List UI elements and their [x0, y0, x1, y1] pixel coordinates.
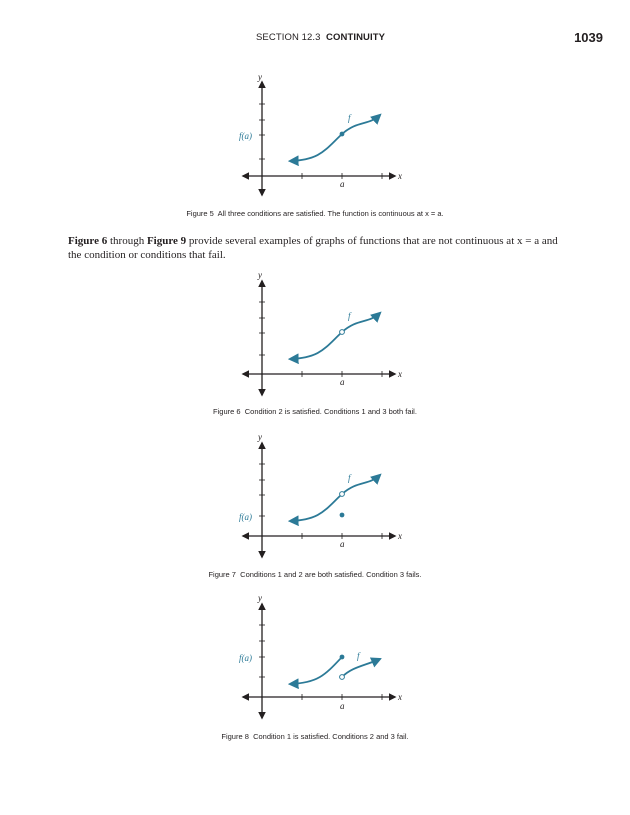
fa-label: f(a): [239, 512, 252, 522]
figure-6-caption: Figure 6 Condition 2 is satisfied. Conditions 1 and 3 both fail.: [213, 407, 417, 416]
fa-label: f(a): [239, 653, 252, 663]
section-heading: SECTION 12.3 CONTINUITY: [256, 32, 386, 43]
fa-label: f(a): [239, 131, 252, 141]
f-label: f: [348, 473, 351, 483]
f-label: f: [348, 113, 351, 123]
hole-point: [340, 330, 345, 335]
figure-6-graph: [0, 268, 630, 398]
function-curve-right: [342, 659, 380, 677]
function-curve: [290, 313, 380, 359]
a-label: a: [340, 377, 345, 387]
point-fa: [340, 132, 345, 137]
figure-7-caption: Figure 7 Conditions 1 and 2 are both satisfied. Condition 3 fails.: [208, 570, 422, 579]
page-header: [0, 30, 630, 46]
function-curve: [290, 475, 380, 521]
point-fa: [340, 513, 345, 518]
page-number: 1039: [574, 30, 603, 45]
x-axis-label: x: [398, 369, 402, 379]
figure-7-graph: [0, 430, 630, 560]
y-axis-label: y: [258, 270, 262, 280]
y-axis-label: y: [258, 432, 262, 442]
x-axis-label: x: [398, 692, 402, 702]
a-label: a: [340, 539, 345, 549]
point-fa: [340, 655, 345, 660]
x-axis-label: x: [398, 171, 402, 181]
a-label: a: [340, 701, 345, 711]
figure-5-caption: Figure 5 All three conditions are satisfied. The function is continuous at x = a.: [186, 209, 444, 218]
function-curve: [290, 115, 380, 161]
y-axis-label: y: [258, 593, 262, 603]
hole-point: [340, 492, 345, 497]
figure-5-graph: [0, 70, 630, 200]
a-label: a: [340, 179, 345, 189]
body-paragraph: Figure 6 through Figure 9 provide several examples of graphs of functions that are not continuous at x = a and the condition or conditions that fail.: [68, 235, 558, 261]
figure-8-caption: Figure 8 Condition 1 is satisfied. Conditions 2 and 3 fail.: [221, 732, 409, 741]
f-label: f: [357, 651, 360, 661]
function-curve-left: [290, 657, 342, 684]
figure-8-graph: [0, 592, 630, 722]
x-axis-label: x: [398, 531, 402, 541]
hole-point: [340, 675, 345, 680]
f-label: f: [348, 311, 351, 321]
y-axis-label: y: [258, 72, 262, 82]
